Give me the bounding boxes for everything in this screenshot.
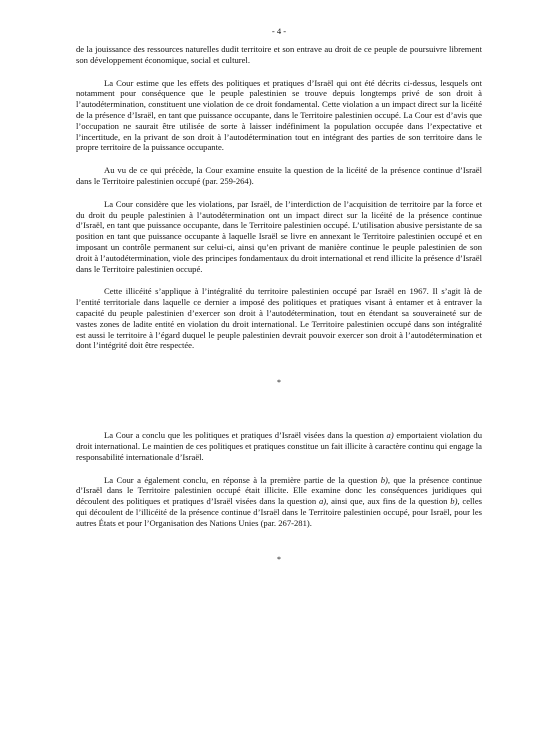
question-reference: b)	[380, 474, 388, 485]
paragraph-question-a-conclusion	[76, 430, 482, 462]
page-number: - 4 -	[271, 26, 287, 36]
paragraph-text: , ainsi que, aux fins de la question	[326, 496, 451, 507]
question-reference: b)	[450, 496, 458, 507]
section-separator: *	[277, 378, 281, 388]
question-reference: a)	[318, 496, 327, 507]
paragraph-violations-impact: La Cour considère que les violations, par Israël, de l’interdiction de l’acquisition de territoire par la force et du droit du peuple palestinien à l’autodétermination ont un impact direct sur la licéité de la présence continue d’Israël, en tant que puissance occupante, dans le Territoire palestinien occupé. L’utilisation abusive persistante de sa position en tant que puissance occupante à laquelle Israël se livre en annexant le Territoire palestinien occupé et en imposant un contrôle permanent sur celui-ci, ainsi qu’en privant de manière continue le peuple palestinien de son droit à l’autodétermination, viole des principes fondamentaux du droit international et rend illicite la présence d’Israël dans le Territoire palestinien occupé.	[76, 198, 482, 274]
section-separator: *	[277, 554, 281, 564]
paragraph-unlawfulness-scope: Cette illicéité s’applique à l’intégralité du territoire palestinien occupé par Israël en 1967. Il s’agit là de l’entité territoriale dans laquelle ce dernier a imposé des politiques et pratiques visant à entamer et à entraver la capacité du peuple palestinien d’exercer son droit à l’autodétermination, tout en étendant sa souveraineté sur de vastes zones de ladite entité en violation du droit international. Le Territoire palestinien occupé dans son intégralité est aussi le territoire à l’égard duquel le peuple palestinien devrait pouvoir exercer son droit à l’autodétermination et dont l’intégrité doit être respectée.	[76, 286, 482, 351]
paragraph-text: emportaient violation du droit international. Le maintien de ces politiques et pratiques constitue un fait illicite à caractère continu qui engage la responsabilité internationale d’Israël.	[76, 430, 482, 462]
paragraph-text: , celles qui découlent de l’illicéité de la présence continue d’Israël dans le Territoire palestinien occupé, pour Israël, pour les autres États et pour l’Organisation des Nations Unies (par. 267-281).	[76, 496, 482, 528]
paragraph-continued-presence-intro: Au vu de ce qui précède, la Cour examine ensuite la question de la licéité de la présence continue d’Israël dans le Territoire palestinien occupé (par. 259-264).	[76, 165, 482, 186]
question-reference: a)	[386, 430, 394, 441]
paragraph-text: La Cour a conclu que les politiques et pratiques d’Israël visées dans la question	[104, 430, 387, 441]
paragraph-self-determination-effects: La Cour estime que les effets des politiques et pratiques d’Israël qui ont été décrits ci-dessus, lesquels ont notamment pour conséquence que le peuple palestinien se trouve depuis longtemps privé de son droit à l’autodétermination, constituent une violation de ce droit fondamental. Cette violation a un impact direct sur la licéité de la présence d’Israël, en tant que puissance occupante, dans le Territoire palestinien occupé. La Cour est d’avis que l’occupation ne saurait être utilisée de sorte à laisser indéfiniment la population occupée dans l’expectative et l’incertitude, en la privant de son droit à l’autodétermination tout en intégrant des parties de son territoire dans le propre territoire de la puissance occupante.	[76, 77, 482, 153]
paragraph-continuation: de la jouissance des ressources naturelles dudit territoire et son entrave au droit de ce peuple de poursuivre librement son développement économique, social et culturel.	[76, 44, 482, 65]
paragraph-question-b-conclusion	[76, 475, 482, 529]
paragraph-text: La Cour a également conclu, en réponse à la première partie de la question	[104, 474, 381, 485]
paragraph-text: , que la présence continue d’Israël dans le Territoire palestinien occupé était illicite. Elle examine donc les conséquences juridiques qui découlent des politiques et pratiques d’Israël visées dans la question	[76, 474, 482, 507]
